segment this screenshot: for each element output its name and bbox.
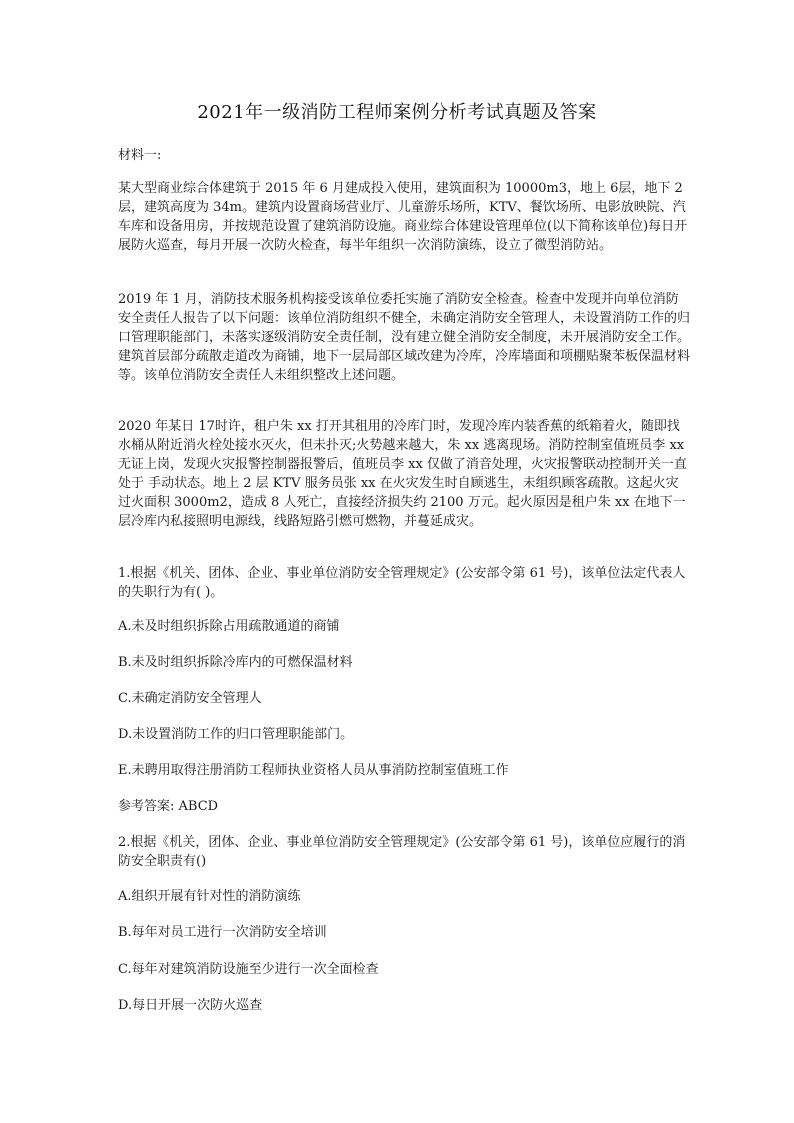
question-2-option-d: D.每日开展一次防火巡查 xyxy=(118,998,263,1013)
question-2-option-a: A.组织开展有针对性的消防演练 xyxy=(118,889,301,904)
fire-incident-paragraph: 2020 年某日 17时许，租户朱 xx 打开其租用的冷库门时，发现冷库内装香蕉的纸箱着火，随即找水桶从附近消火栓处接水灭火，但未扑灭;火势越来越大，朱 xx 逃离现场。消防控制室值班员李 xx 无证上岗，发现火灾报警控制器报警后，值班员李 xx 仅做了消音处理，火灾报警联动控制开关一直处于 手动状态。地上 2 层 KTV 服务员张 xx 在火灾发生时自顾逃生，未组织顾客疏散。这起火灾过火面积 3000m2，造成 8 人死亡，直接经济损失约 2100 万元。起火原因是租户朱 xx 在地下一层冷库内私接照明电源线，线路短路引燃可燃物，并蔓延成灾。 xyxy=(118,419,687,529)
question-1-option-a: A.未及时组织拆除占用疏散通道的商铺 xyxy=(118,619,340,634)
question-1-option-e: E.未聘用取得注册消防工程师执业资格人员从事消防控制室值班工作 xyxy=(118,763,509,778)
document-title: 2021年一级消防工程师案例分析考试真题及答案 xyxy=(197,102,597,123)
question-2-option-c: C.每年对建筑消防设施至少进行一次全面检查 xyxy=(118,962,379,977)
material-heading: 材料一: xyxy=(118,148,162,163)
question-2-stem: 2.根据《机关，团体、企业、事业单位消防安全管理规定》(公安部令第 61 号)，该单位应履行的消防安全职责有() xyxy=(118,835,686,869)
question-1-option-c: C.未确定消防安全管理人 xyxy=(118,691,262,706)
question-2-option-b: B.每年对员工进行一次消防安全培训 xyxy=(118,925,327,940)
question-1-answer: 参考答案: ABCD xyxy=(118,799,219,814)
background-paragraph: 某大型商业综合体建筑于 2015 年 6 月建成投入使用，建筑面积为 10000m3，地上 6层，地下 2层，建筑高度为 34m。建筑内设置商场营业厅、儿童游乐场所，KTV、餐饮场所、电影放映院、汽车库和设备用房，并按规范设置了建筑消防设施。商业综合体建设管理单位(以下简称该单位)每日开展防火巡查，每月开展一次防火检查，每半年组织一次消防演练，设立了微型消防站。 xyxy=(118,181,688,253)
inspection-paragraph: 2019 年 1 月，消防技术服务机构接受该单位委托实施了消防安全检查。检查中发现并向单位消防安全责任人报告了以下问题：该单位消防组织不健全，未确定消防安全管理人，未设置消防工作的归口管理职能部门，未落实逐级消防安全责任制，没有建立健全消防安全制度，未开展消防安全工作。建筑首层部分疏散走道改为商铺，地下一层局部区域改建为冷库，冷库墙面和项棚贴聚苯板保温材料等。该单位消防安全责任人未组织整改上述问题。 xyxy=(118,292,691,383)
question-1-stem: 1.根据《机关、团体、企业、事业单位消防安全管理规定》(公安部令第 61 号)，该单位法定代表人的失职行为有( )。 xyxy=(118,566,686,600)
question-1-option-b: B.未及时组织拆除冷库内的可燃保温材料 xyxy=(118,655,353,670)
question-1-option-d: D.未设置消防工作的归口管理职能部门。 xyxy=(118,727,354,742)
